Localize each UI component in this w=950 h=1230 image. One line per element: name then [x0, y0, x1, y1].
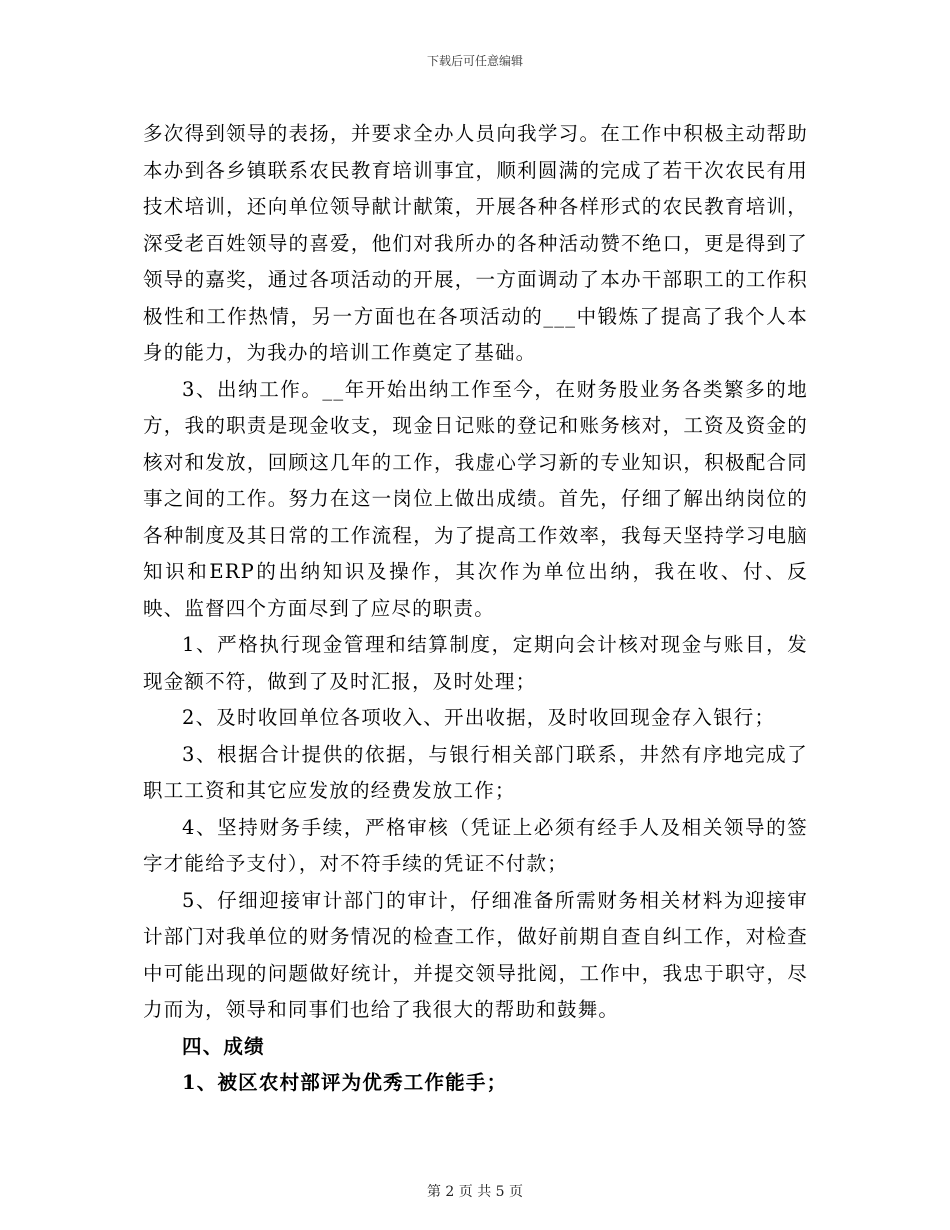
page-footer: 第 2 页 共 5 页: [426, 1184, 524, 1200]
achievement-item-1: 1、被区农村部评为优秀工作能手；: [182, 1071, 508, 1094]
paragraph-continuation: 多次得到领导的表扬，并要求全办人员向我学习。在工作中积极主动帮助本办到各乡镇联系农民教育培训事宜，顺利圆满的完成了若干次农民有用技术培训，还向单位领导献计献策，开展各种各样形式的农民教育培训，深受老百姓领导的喜爱，他们对我所办的各种活动赞不绝口，更是得到了领导的嘉奖，通过各项活动的开展，一方面调动了本办干部职工的工作积极性和工作热情，另一方面也在各项活动的___中锻炼了提高了我个人本身的能力，为我办的培训工作奠定了基础。: [143, 122, 808, 364]
list-item-4: 4、坚持财务手续，严格审核（凭证上必须有经手人及相关领导的签字才能给予支付），对不符手续的凭证不付款；: [143, 815, 808, 875]
section-heading-achievements: 四、成绩: [182, 1034, 265, 1058]
list-item-2: 2、及时收回单位各项收入、开出收据，及时收回现金存入银行；: [182, 706, 776, 729]
document-body: [143, 116, 808, 1102]
paragraph-cashier-work: 3、出纳工作。__年开始出纳工作至今，在财务股业务各类繁多的地方，我的职责是现金收支，现金日记账的登记和账务核对，工资及资金的核对和发放，回顾这几年的工作，我虚心学习新的专业知识，积极配合同事之间的工作。努力在这一岗位上做出成绩。首先，仔细了解出纳岗位的各种制度及其日常的工作流程，为了提高工作效率，我每天坚持学习电脑知识和ERP的出纳知识及操作，其次作为单位出纳，我在收、付、反映、监督四个方面尽到了应尽的职责。: [143, 377, 808, 620]
page-header: 下载后可任意编辑: [426, 54, 523, 68]
list-item-3: 3、根据合计提供的依据，与银行相关部门联系，井然有序地完成了职工工资和其它应发放的经费发放工作；: [143, 742, 808, 802]
list-item-1: 1、严格执行现金管理和结算制度，定期向会计核对现金与账目，发现金额不符，做到了及时汇报，及时处理；: [143, 633, 808, 693]
list-item-5: 5、仔细迎接审计部门的审计，仔细准备所需财务相关材料为迎接审计部门对我单位的财务情况的检查工作，做好前期自查自纠工作，对检查中可能出现的问题做好统计，并提交领导批阅，工作中，我忠于职守，尽力而为，领导和同事们也给了我很大的帮助和鼓舞。: [143, 888, 808, 1021]
